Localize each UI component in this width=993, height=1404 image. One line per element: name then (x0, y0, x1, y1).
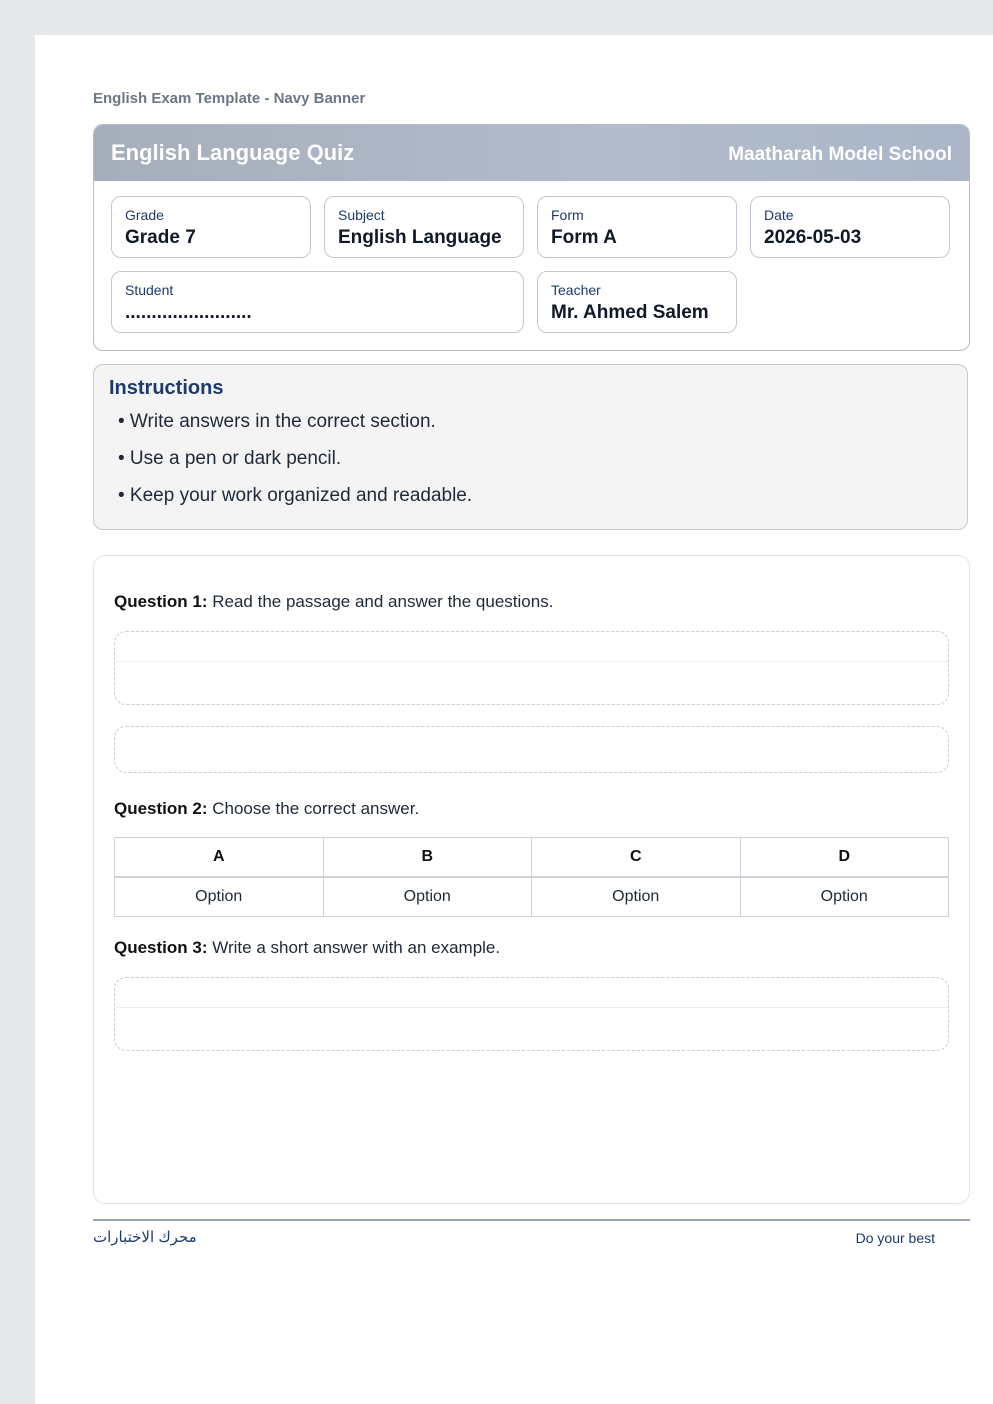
student-label: Student (125, 282, 174, 298)
exam-header-card (93, 124, 970, 351)
instruction-item: • Keep your work organized and readable. (118, 485, 473, 506)
subject-label: Subject (338, 207, 385, 223)
form-label: Form (551, 207, 584, 223)
answer-line (115, 978, 948, 1008)
form-field (537, 196, 737, 258)
date-value: 2026-05-03 (764, 227, 862, 248)
instruction-item: • Use a pen or dark pencil. (118, 448, 342, 469)
question-2 (114, 799, 419, 819)
instructions-list (109, 408, 952, 519)
choice-header-a: A (115, 838, 324, 878)
student-value[interactable]: ........................ (125, 302, 252, 323)
date-field (750, 196, 950, 258)
grade-value: Grade 7 (125, 227, 196, 248)
quiz-title: English Language Quiz (111, 140, 355, 165)
navy-banner (94, 125, 969, 181)
subject-field (324, 196, 524, 258)
choice-option-a[interactable]: Option (115, 877, 324, 917)
question-3 (114, 938, 500, 958)
question-2-text: Choose the correct answer. (207, 799, 420, 818)
date-label: Date (764, 207, 794, 223)
answer-area-1a[interactable] (114, 631, 949, 705)
questions-section (93, 555, 970, 1204)
choice-option-c[interactable]: Option (532, 877, 741, 917)
question-2-label: Question 2: (114, 799, 208, 818)
choice-header-b: B (323, 838, 532, 878)
choice-option-d[interactable]: Option (740, 877, 949, 917)
footer-engine-name: محرك الاختبارات (93, 1229, 197, 1246)
answer-line (115, 662, 948, 692)
school-name: Maatharah Model School (728, 144, 952, 165)
instruction-item: • Write answers in the correct section. (118, 411, 436, 432)
choice-header-d: D (740, 838, 949, 878)
grade-label: Grade (125, 207, 164, 223)
question-1 (114, 592, 553, 612)
subject-value: English Language (338, 227, 502, 248)
teacher-value: Mr. Ahmed Salem (551, 302, 709, 323)
choice-option-b[interactable]: Option (323, 877, 532, 917)
footer-message: Do your best (855, 1230, 935, 1246)
page-content (35, 35, 993, 1404)
form-value: Form A (551, 227, 617, 248)
answer-line (115, 632, 948, 662)
answer-area-1b[interactable] (114, 726, 949, 773)
teacher-label: Teacher (551, 282, 601, 298)
grade-field (111, 196, 311, 258)
answer-area-3[interactable] (114, 977, 949, 1051)
student-field[interactable] (111, 271, 524, 333)
template-title: English Exam Template - Navy Banner (93, 90, 366, 107)
info-fields (111, 196, 952, 333)
question-1-text: Read the passage and answer the questions. (207, 592, 554, 611)
choice-header-c: C (532, 838, 741, 878)
question-1-label: Question 1: (114, 592, 208, 611)
instructions-title: Instructions (109, 377, 224, 399)
instructions-box (93, 364, 968, 530)
choices-table (114, 837, 949, 917)
teacher-field (537, 271, 737, 333)
answer-line (115, 1008, 948, 1038)
choices-header-row (115, 838, 949, 878)
question-3-text: Write a short answer with an example. (207, 938, 501, 957)
footer-divider (93, 1219, 970, 1221)
answer-line (115, 727, 948, 757)
question-3-label: Question 3: (114, 938, 208, 957)
choices-option-row (115, 877, 949, 917)
